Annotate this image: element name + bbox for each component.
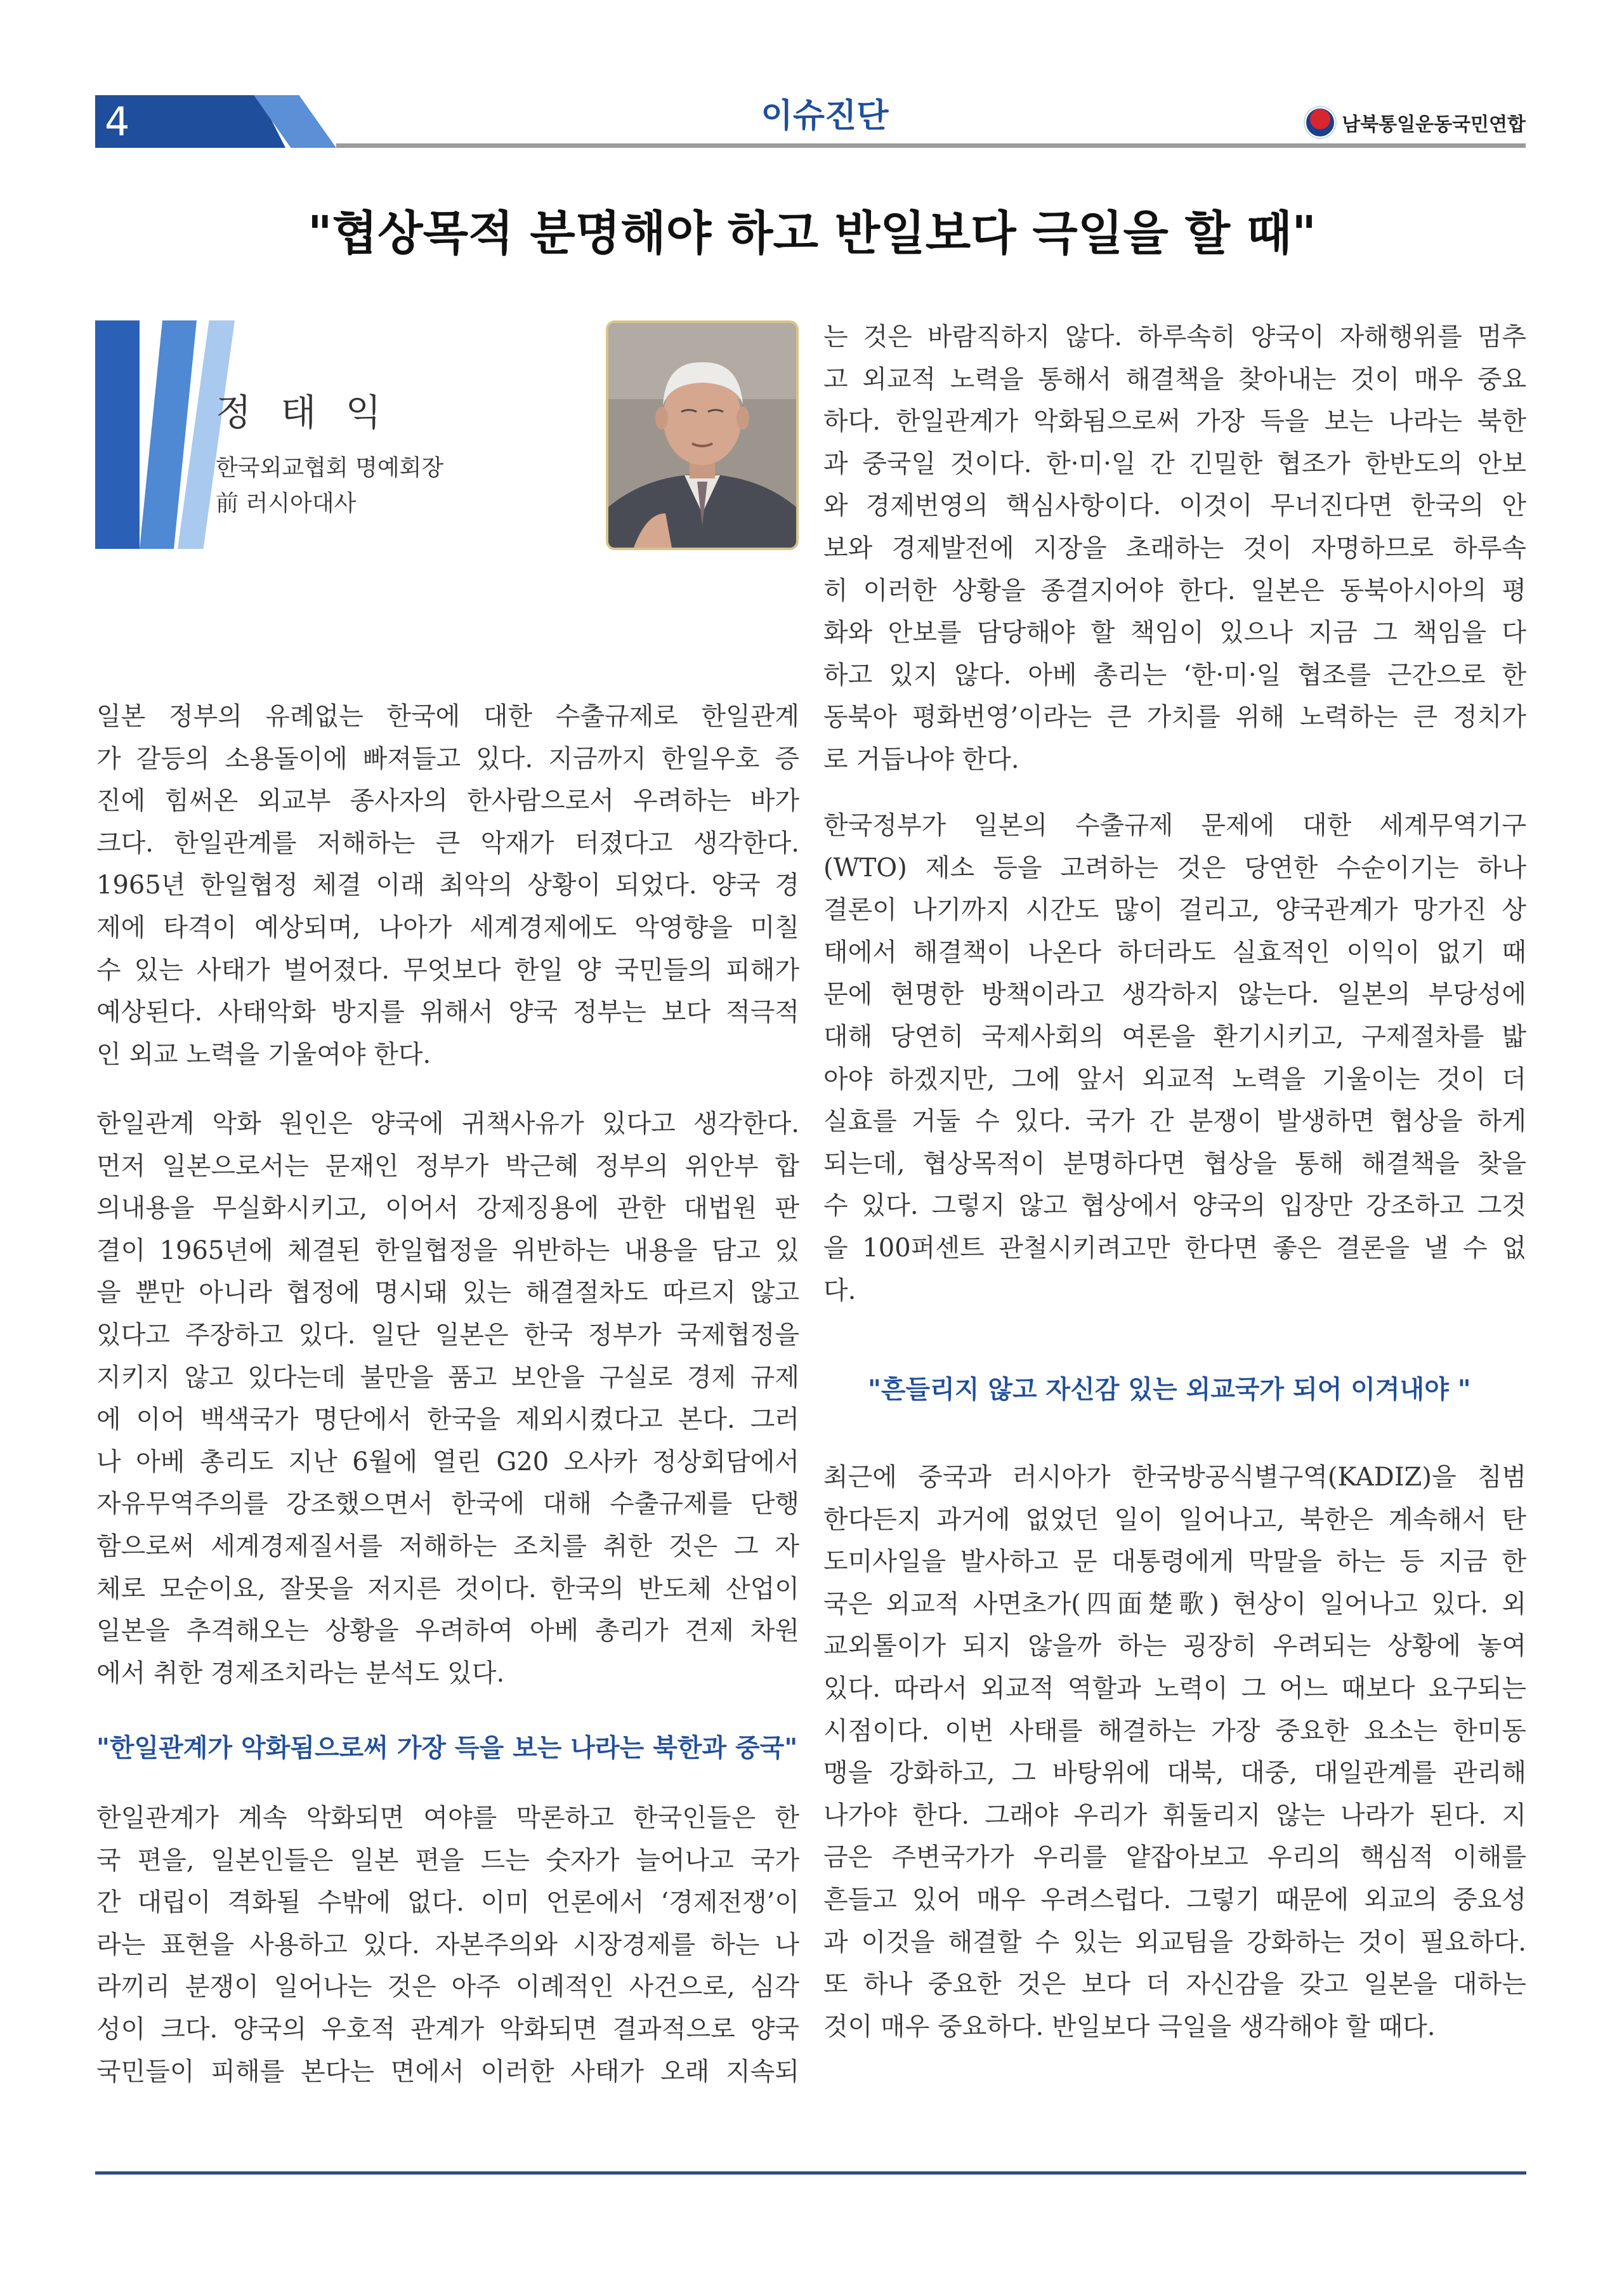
- right-paragraph-1: [823, 316, 1526, 781]
- text-line: (WTO) 제소 등을 고려하는 것은 당연한 수순이기는 하나: [823, 853, 1526, 883]
- text-line: 나가야 한다. 그래야 우리가 휘둘리지 않는 나라가 된다. 지: [823, 1800, 1526, 1830]
- text-line: 교외톨이가 되지 않을까 하는 굉장히 우려되는 상황에 놓여: [823, 1631, 1526, 1661]
- text-line: 을 100퍼센트 관철시키려고만 한다면 좋은 결론을 낼 수 없: [823, 1233, 1526, 1263]
- text-line: 먼저 일본으로서는 문재인 정부가 박근혜 정부의 위안부 합: [96, 1151, 799, 1181]
- text-line: 맹을 강화하고, 그 바탕위에 대북, 대중, 대일관계를 관리해: [823, 1758, 1526, 1788]
- text-line: 예상된다. 사태악화 방지를 위해서 양국 정부는 보다 적극적: [96, 997, 799, 1027]
- text-line: 국은 외교적 사면초가(四面楚歌) 현상이 일어나고 있다. 외: [823, 1589, 1526, 1619]
- text-line: 수 있다. 그렇지 않고 협상에서 양국의 입장만 강조하고 그것: [823, 1191, 1526, 1221]
- left-paragraph-1: [96, 695, 799, 1076]
- author-role-line: 한국외교협회 명예회장: [216, 455, 444, 481]
- text-line: 한다든지 과거에 없었던 일이 일어나고, 북한은 계속해서 탄: [823, 1504, 1526, 1534]
- text-line: 일본 정부의 유례없는 한국에 대한 수출규제로 한일관계: [96, 702, 799, 731]
- text-line: 한일관계 악화 원인은 양국에 귀책사유가 있다고 생각한다.: [96, 1109, 799, 1138]
- text-line: 함으로써 세계경제질서를 저해하는 조치를 취한 것은 그 자: [96, 1531, 799, 1561]
- text-line: 대해 당연히 국제사회의 여론을 환기시키고, 구제절차를 밟: [823, 1022, 1526, 1051]
- text-line: 보와 경제발전에 지장을 초래하는 것이 자명하므로 하루속: [823, 533, 1526, 563]
- text-line: 에서 취한 경제조치라는 분석도 있다.: [96, 1658, 505, 1688]
- text-line: 국 편을, 일본인들은 일본 편을 드는 숫자가 늘어나고 국가: [96, 1845, 799, 1875]
- text-line: 제에 타격이 예상되며, 나아가 세계경제에도 악영향을 미칠: [96, 912, 799, 942]
- organization-badge: [1305, 107, 1526, 138]
- text-line: 라끼리 분쟁이 일어나는 것은 아주 이례적인 사건으로, 심각: [96, 1972, 799, 2002]
- text-line: 자유무역주의를 강조했으면서 한국에 대해 수출규제를 단행: [96, 1489, 799, 1519]
- text-line: 최근에 중국과 러시아가 한국방공식별구역(KADIZ)을 침범: [823, 1463, 1526, 1492]
- author-role-line: 前 러시아대사: [216, 490, 357, 517]
- text-line: 크다. 한일관계를 저해하는 큰 악재가 터졌다고 생각한다.: [96, 828, 799, 858]
- text-line: 있다. 따라서 외교적 역할과 노력이 그 어느 때보다 요구되는: [823, 1673, 1526, 1703]
- text-line: 되는데, 협상목적이 분명하다면 협상을 통해 해결책을 찾을: [823, 1149, 1526, 1178]
- text-line: 흔들고 있어 매우 우려스럽다. 그렇기 때문에 외교의 중요성: [823, 1885, 1526, 1914]
- text-line: 또 하나 중요한 것은 보다 더 자신감을 갖고 일본을 대하는: [823, 1970, 1526, 1999]
- decorative-stripes: [95, 320, 228, 549]
- text-line: 한일관계가 계속 악화되면 여야를 막론하고 한국인들은 한: [96, 1803, 799, 1833]
- organization-name: 남북통일운동국민연합: [1342, 114, 1526, 136]
- right-subheading: "흔들리지 않고 자신감 있는 외교국가 되어 이겨내야 ": [868, 1375, 1471, 1404]
- text-line: 1965년 한일협정 체결 이래 최악의 상황이 되었다. 양국 경: [96, 871, 799, 900]
- right-paragraph-3: [823, 1456, 1526, 2048]
- text-line: 문에 현명한 방책이라고 생각하지 않는다. 일본의 부당성에: [823, 980, 1526, 1010]
- text-line: 수 있는 사태가 벌어졌다. 무엇보다 한일 양 국민들의 피해가: [96, 955, 799, 985]
- organization-logo-icon: [1305, 107, 1335, 138]
- text-line: 지키지 않고 있다는데 불만을 품고 보안을 구실로 경제 규제: [96, 1362, 799, 1392]
- text-line: 한국정부가 일본의 수출규제 문제에 대한 세계무역기구: [823, 811, 1526, 840]
- text-line: 금은 주변국가가 우리를 얕잡아보고 우리의 핵심적 이해를: [823, 1843, 1526, 1873]
- text-line: 진에 힘써온 외교부 종사자의 한사람으로서 우려하는 바가: [96, 786, 799, 816]
- right-paragraph-2: [823, 805, 1526, 1312]
- text-line: 도미사일을 발사하고 문 대통령에게 막말을 하는 등 지금 한: [823, 1547, 1526, 1577]
- text-line: 동북아 평화번영’이라는 큰 가치를 위해 노력하는 큰 정치가: [823, 702, 1526, 732]
- left-paragraph-3: [96, 1797, 799, 2093]
- text-line: 성이 크다. 양국의 우호적 관계가 악화되면 결과적으로 양국: [96, 2014, 799, 2044]
- text-line: 로 거듭나야 한다.: [823, 744, 1019, 774]
- text-line: 의내용을 무실화시키고, 이어서 강제징용에 관한 대법원 판: [96, 1194, 799, 1223]
- text-line: 가 갈등의 소용돌이에 빠져들고 있다. 지금까지 한일우호 증: [96, 744, 799, 773]
- author-name: 정 태 익: [216, 391, 390, 434]
- left-subheading: "한일관계가 악화됨으로써 가장 득을 보는 나라는 북한과 중국": [96, 1734, 798, 1763]
- text-line: 결이 1965년에 체결된 한일협정을 위반하는 내용을 담고 있: [96, 1235, 799, 1265]
- text-line: 것이 매우 중요하다. 반일보다 극일을 생각해야 할 때다.: [823, 2011, 1436, 2041]
- text-line: 와 경제번영의 핵심사항이다. 이것이 무너진다면 한국의 안: [823, 491, 1526, 521]
- text-line: 과 이것을 해결할 수 있는 외교팀을 강화하는 것이 필요하다.: [823, 1927, 1526, 1957]
- text-line: 시점이다. 이번 사태를 해결하는 가장 중요한 요소는 한미동: [823, 1716, 1526, 1746]
- portrait-illustration: [608, 323, 796, 548]
- text-line: 히 이러한 상황을 종결지어야 한다. 일본은 동북아시아의 평: [823, 576, 1526, 605]
- text-line: 결론이 나기까지 시간도 많이 걸리고, 양국관계가 망가진 상: [823, 895, 1526, 925]
- text-line: 인 외교 노력을 기울여야 한다.: [96, 1039, 431, 1069]
- text-line: 고 외교적 노력을 통해서 해결책을 찾아내는 것이 매우 중요: [823, 364, 1526, 394]
- text-line: 라는 표현을 사용하고 있다. 자본주의와 시장경제를 하는 나: [96, 1930, 799, 1959]
- text-line: 에 이어 백색국가 명단에서 한국을 제외시켰다고 본다. 그러: [96, 1405, 799, 1435]
- text-line: 다.: [823, 1275, 856, 1305]
- text-line: 아야 하겠지만, 그에 앞서 외교적 노력을 기울이는 것이 더: [823, 1064, 1526, 1094]
- section-title: 이슈진단: [761, 97, 889, 135]
- text-line: 나 아베 총리도 지난 6월에 열린 G20 오사카 정상회담에서: [96, 1447, 799, 1477]
- text-line: 국민들이 피해를 본다는 면에서 이러한 사태가 오래 지속되: [96, 2057, 799, 2086]
- header-divider: [336, 143, 1526, 148]
- text-line: 일본을 추격해오는 상황을 우려하여 아베 총리가 견제 차원: [96, 1616, 799, 1646]
- text-line: 있다고 주장하고 있다. 일단 일본은 한국 정부가 국제협정을: [96, 1320, 799, 1350]
- text-line: 하고 있지 않다. 아베 총리는 ‘한·미·일 협조를 근간으로 한: [823, 660, 1526, 690]
- author-role: [216, 451, 443, 522]
- page-number: 4: [105, 98, 130, 145]
- text-line: 체로 모순이요, 잘못을 저지른 것이다. 한국의 반도체 산업이: [96, 1574, 799, 1603]
- text-line: 화와 안보를 담당해야 할 책임이 있으나 지금 그 책임을 다: [823, 618, 1526, 648]
- text-line: 하다. 한일관계가 악화됨으로써 가장 득을 보는 나라는 북한: [823, 407, 1526, 437]
- author-box: [95, 320, 799, 549]
- text-line: 태에서 해결책이 나온다 하더라도 실효적인 이익이 없기 때: [823, 937, 1526, 967]
- text-line: 을 뿐만 아니라 협정에 명시돼 있는 해결절차도 따르지 않고: [96, 1278, 799, 1308]
- text-line: 간 대립이 격화될 수밖에 없다. 이미 언론에서 ‘경제전쟁’이: [96, 1888, 799, 1918]
- footer-divider: [95, 2171, 1526, 2175]
- left-paragraph-2: [96, 1103, 799, 1694]
- article-headline: "협상목적 분명해야 하고 반일보다 극일을 할 때": [308, 206, 1316, 261]
- text-line: 실효를 거둘 수 있다. 국가 간 분쟁이 발생하면 협상을 하게: [823, 1107, 1526, 1136]
- page-header: [0, 0, 1624, 152]
- portrait-photo-icon: [606, 320, 799, 550]
- text-line: 는 것은 바람직하지 않다. 하루속히 양국이 자해행위를 멈추: [823, 322, 1526, 352]
- text-line: 과 중국일 것이다. 한·미·일 간 긴밀한 협조가 한반도의 안보: [823, 449, 1526, 478]
